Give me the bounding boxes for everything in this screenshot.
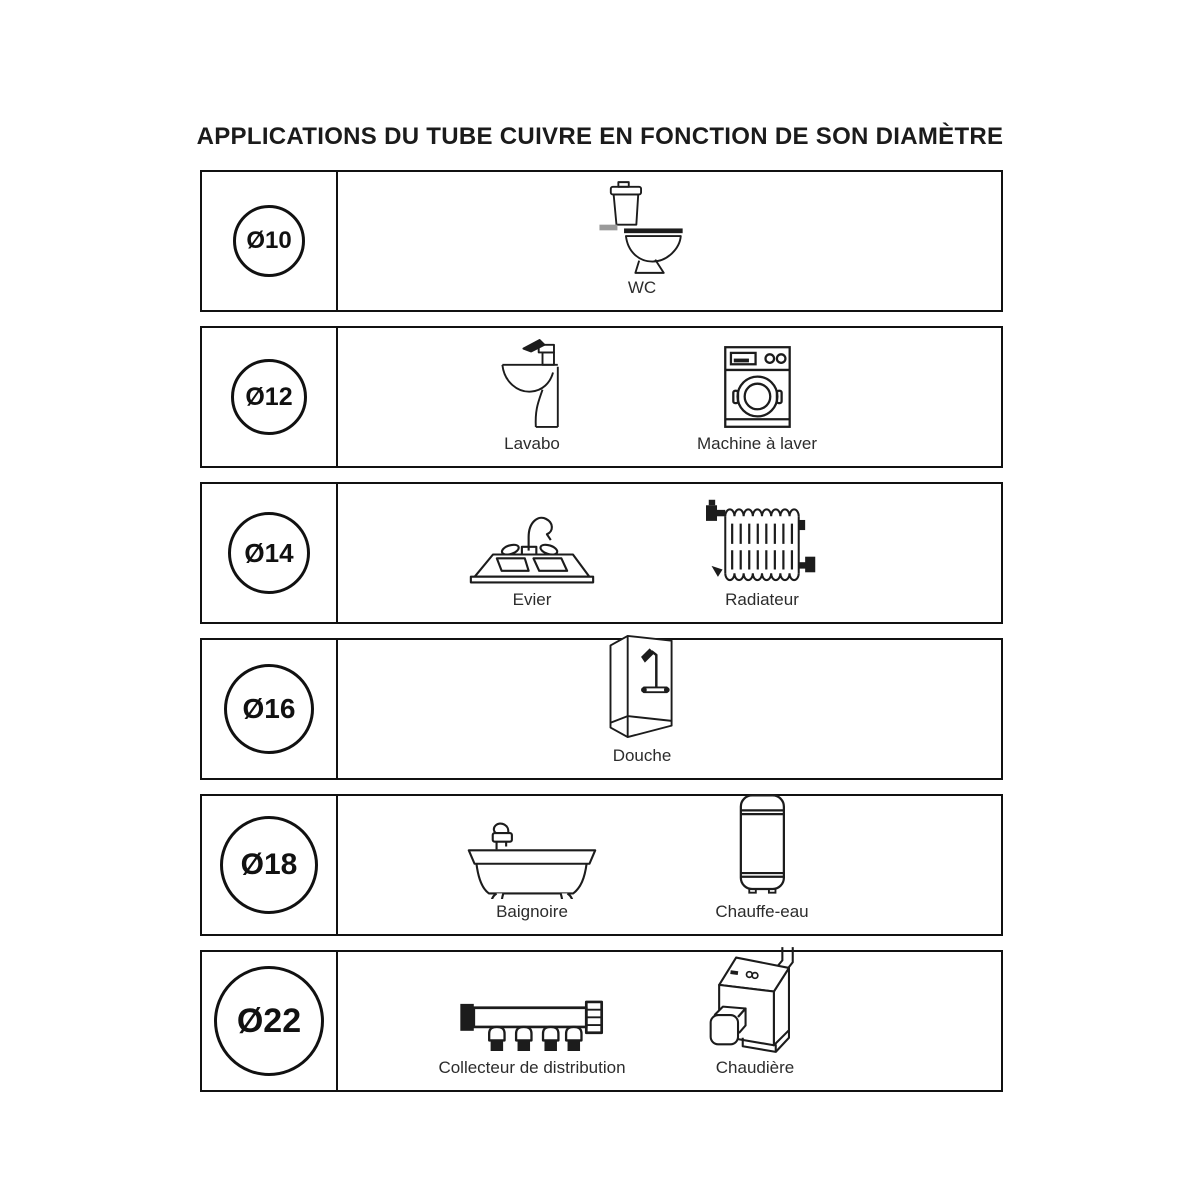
diameter-table [200, 170, 1003, 1092]
application-item [489, 335, 575, 454]
diameter-row-10 [200, 170, 1003, 312]
applications-cell [338, 172, 1001, 310]
boiler-icon [705, 945, 805, 1055]
radiator-icon [706, 497, 818, 587]
diameter-cell [202, 172, 338, 310]
application-item [464, 817, 600, 922]
applications-cell [338, 328, 1001, 466]
application-label: WC [627, 278, 657, 297]
application-label: Baignoire [496, 902, 568, 921]
application-item [600, 630, 684, 766]
diameter-cell [202, 952, 338, 1090]
page-title: APPLICATIONS DU TUBE CUIVRE EN FONCTION DE SON DIAMÈTRE [196, 123, 1004, 150]
application-label: Lavabo [504, 434, 560, 453]
diameter-row-14 [200, 482, 1003, 624]
application-item [697, 343, 817, 454]
diameter-row-22 [200, 950, 1003, 1092]
application-label: Collecteur de distribution [438, 1058, 626, 1077]
applications-cell [338, 640, 1001, 778]
application-label: Evier [512, 590, 552, 609]
diameter-cell [202, 484, 338, 622]
diameter-badge: Ø10 [233, 205, 305, 277]
diameter-cell [202, 796, 338, 934]
application-label: Chaudière [715, 1058, 795, 1077]
application-item [715, 791, 808, 922]
diameter-badge: Ø14 [228, 512, 310, 594]
diameter-row-16 [200, 638, 1003, 780]
diameter-row-18 [200, 794, 1003, 936]
water-heater-icon [733, 791, 791, 899]
distribution-manifold-icon [457, 997, 607, 1055]
wc-icon [590, 180, 694, 275]
washing-machine-icon [712, 343, 802, 431]
kitchen-sink-icon [467, 496, 597, 587]
diameter-badge: Ø16 [224, 664, 314, 754]
applications-cell [338, 952, 1001, 1090]
diameter-row-12 [200, 326, 1003, 468]
application-label: Machine à laver [696, 434, 818, 453]
applications-cell [338, 796, 1001, 934]
diameter-badge: Ø22 [214, 966, 324, 1076]
applications-cell [338, 484, 1001, 622]
diameter-cell [202, 640, 338, 778]
application-item [438, 997, 625, 1078]
application-item [590, 180, 694, 298]
application-item [705, 945, 805, 1078]
diameter-cell [202, 328, 338, 466]
shower-icon [600, 630, 684, 743]
application-label: Chauffe-eau [715, 902, 809, 921]
application-label: Radiateur [725, 590, 799, 609]
diameter-badge: Ø12 [231, 359, 307, 435]
washbasin-icon [489, 335, 575, 431]
application-label: Douche [612, 746, 672, 765]
application-item [706, 497, 818, 610]
bathtub-icon [464, 817, 600, 899]
diameter-badge: Ø18 [220, 816, 318, 914]
application-item [467, 496, 597, 610]
